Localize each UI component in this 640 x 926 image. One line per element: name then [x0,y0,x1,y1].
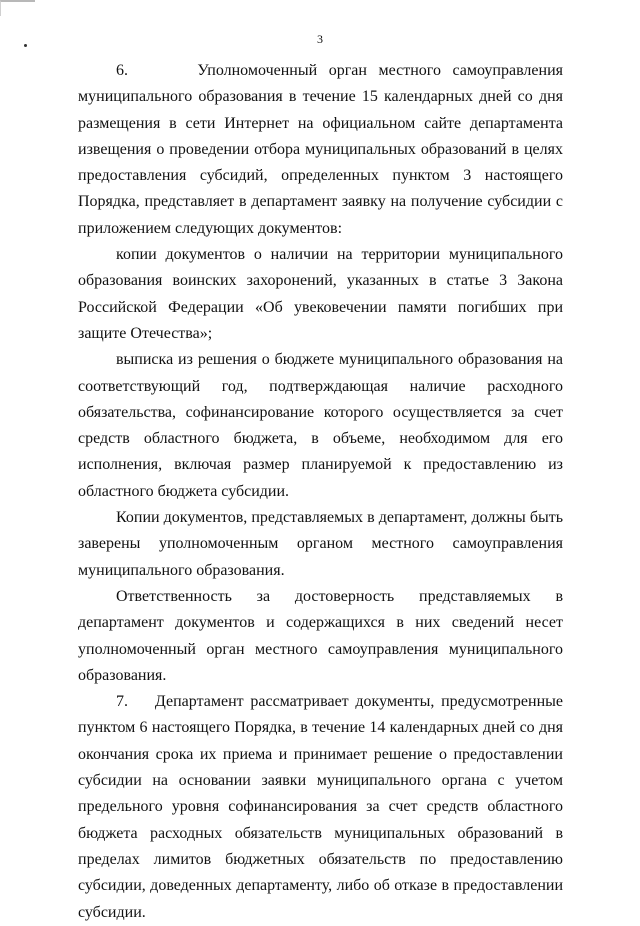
paragraph-item-7: 7. Департамент рассматривает документы, предусмотренные пунктом 6 настоящего Порядка, в течение 14 календарных дней со дня окончания срока их приема и принимает решение о предоставлении субсидии на основании заявки муниципального органа с учетом предельного уровня софинансирования за счет средств областного бюджета расходных обязательств муниципальных образований в пределах лимитов бюджетных обязательств по предоставлению субсидии, доведенных департаменту, либо об отказе в предоставлении субсидии. [78,693,563,921]
paragraph-certification: Копии документов, представляемых в департамент, должны быть заверены уполномоченным органом местного самоуправления муниципального образования. [78,509,563,579]
paragraph-copies-documents: копии документов о наличии на территории муниципального образования воинских захоронений, указанных в статье 3 Закона Российской Федерации «Об увековечении памяти погибших при защите Отечества»; [78,246,563,342]
document-body [78,58,563,926]
paragraph-budget-extract: выписка из решения о бюджете муниципального образования на соответствующий год, подтверждающая наличие расходного обязательства, софинансирование которого осуществляется за счет средств областного бюджета, в объеме, необходимом для его исполнения, включая размер планируемой к предоставлению из областного бюджета субсидии. [78,351,563,500]
paragraph-responsibility: Ответственность за достоверность представляемых в департамент документов и содержащихся в них сведений несет уполномоченный орган местного самоуправления муниципального образования. [78,587,563,684]
page-number: 3 [317,32,323,46]
paragraph-item-6: 6. Уполномоченный орган местного самоуправления муниципального образования в течение 15 календарных дней со дня размещения в сети Интернет на официальном сайте департамента извещения о проведении отбора муниципальных образований в целях предоставления субсидий, определенных пунктом 3 настоящего Порядка, представляет в департамент заявку на получение субсидии с приложением следующих документов: [78,62,563,237]
scan-edge-mark [0,0,35,16]
